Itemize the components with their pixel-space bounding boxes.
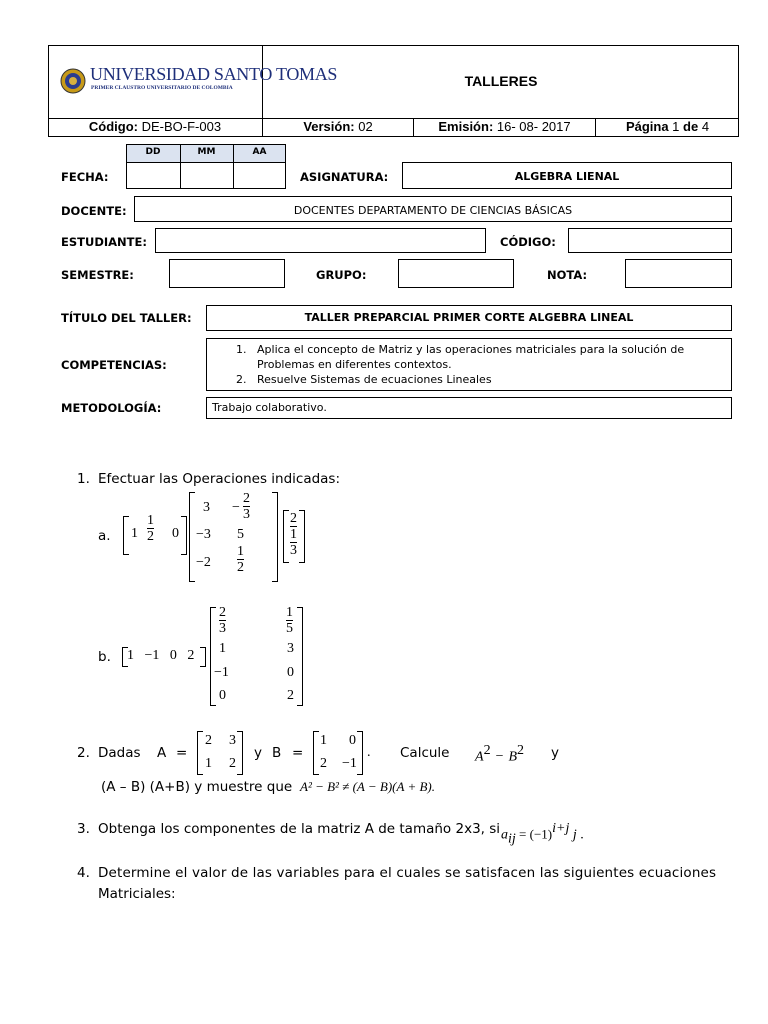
emision-value: 16- 08- 2017 (493, 119, 571, 134)
a-mat-22: 5 (237, 527, 244, 542)
calc-a: A (475, 749, 484, 765)
logo-subtitle: PRIMER CLAUSTRO UNIVERSITARIO DE COLOMBIA (91, 85, 233, 91)
exercise-3-text: Obtenga los componentes de la matriz A de tamaño 2x3, si (98, 821, 501, 837)
codigo-student-label: CÓDIGO: (500, 235, 556, 249)
pagina-label: Página (625, 119, 669, 134)
matrix-bracket (357, 731, 363, 775)
b-mat-41: 0 (219, 688, 226, 703)
grupo-label: GRUPO: (316, 268, 367, 282)
logo-text: UNIVERSIDAD SANTO TOMAS (90, 64, 338, 84)
competencia-2: Resuelve Sistemas de ecuaciones Lineales (257, 373, 492, 386)
asignatura-value: ALGEBRA LIENAL (514, 170, 620, 183)
emision-label: Emisión: (438, 119, 494, 134)
exercise-4-line1: Determine el valor de las variables para el cuales se satisfacen las siguientes ecuaciones (98, 865, 717, 881)
matrix-bracket (189, 492, 195, 582)
pagina-de: de (683, 119, 699, 134)
exercise-2-y: y (254, 745, 262, 761)
A-11: 2 (205, 733, 212, 748)
frac-mid: 1 (290, 527, 297, 542)
version-value: 02 (354, 119, 373, 134)
b-mat-22: 3 (287, 641, 294, 656)
pagina-num: 1 (668, 119, 684, 134)
frac-den: 3 (243, 507, 250, 522)
calc-a-sq: 2 (483, 743, 491, 758)
date-value-row[interactable] (126, 162, 286, 189)
emision-cell (414, 119, 595, 134)
aij-sub: ij (508, 831, 516, 847)
version-cell (263, 119, 413, 134)
a-row-half (147, 513, 154, 544)
b-mat-31: −1 (214, 665, 229, 680)
titulo-value: TALLER PREPARCIAL PRIMER CORTE ALGEBRA LINEAL (304, 311, 634, 324)
b-mat-32: 0 (287, 665, 294, 680)
matrix-bracket (200, 647, 206, 667)
codigo-field[interactable] (568, 228, 732, 253)
matrix-bracket (272, 492, 278, 582)
B-12: 0 (349, 733, 356, 748)
A-21: 1 (205, 756, 212, 771)
frac-num: 2 (219, 605, 226, 620)
matrix-bracket (210, 607, 216, 706)
b-mat-21: 1 (219, 641, 226, 656)
a-mat-21: −3 (196, 527, 211, 542)
matrix-bracket (237, 731, 243, 775)
matrix-bracket (313, 731, 319, 775)
competencia-1-line1: Aplica el concepto de Matriz y las operaciones matriciales para la solución de (257, 343, 685, 356)
A-22: 2 (229, 756, 236, 771)
aij-j: j (569, 827, 577, 843)
version-label: Versión: (303, 119, 355, 134)
matrix-bracket (181, 516, 187, 555)
calc-minus: − (495, 749, 504, 765)
frac-num: 1 (147, 513, 154, 528)
a-row-1: 1 (131, 526, 138, 541)
estudiante-label: ESTUDIANTE: (61, 235, 147, 249)
fecha-label: FECHA: (61, 170, 109, 184)
nota-field[interactable] (625, 259, 732, 288)
frac-num: 1 (286, 605, 293, 620)
semestre-field[interactable] (169, 259, 285, 288)
document-title: TALLERES (464, 73, 538, 89)
B-21: 2 (320, 756, 327, 771)
exercise-2-calcule: Calcule (400, 745, 450, 761)
aij-rhs: = (−1) (515, 826, 553, 842)
aij-a: a (501, 827, 508, 843)
exercise-2-line2: (A – B) (A+B) y muestre que (101, 779, 293, 795)
pagina-total: 4 (698, 119, 710, 134)
exercise-2-eq-a: = (176, 745, 188, 761)
a-row-0: 0 (172, 526, 179, 541)
matrix-bracket (283, 510, 289, 563)
calc-b: B (508, 749, 518, 765)
exercise-1b-label: b. (98, 649, 111, 665)
frac-num: 2 (243, 491, 250, 506)
B-22: −1 (342, 756, 357, 771)
a-mat-32 (237, 544, 244, 575)
nota-label: NOTA: (547, 268, 588, 282)
B-11: 1 (320, 733, 327, 748)
codigo-label: Código: (88, 119, 138, 134)
b-mat-42: 2 (287, 688, 294, 703)
matrix-bracket (297, 607, 303, 706)
calc-expression (475, 743, 524, 765)
A-12: 3 (229, 733, 236, 748)
competencias-label: COMPETENCIAS: (61, 358, 167, 372)
a-mat-31: −2 (196, 555, 211, 570)
frac-num: 1 (237, 544, 244, 559)
metodologia-label: METODOLOGÍA: (61, 401, 162, 415)
competencia-2-num: 2. (236, 373, 247, 386)
dd-label: DD (145, 147, 161, 157)
aa-label: AA (252, 147, 267, 157)
semestre-label: SEMESTRE: (61, 268, 134, 282)
frac-den: 2 (147, 529, 154, 544)
frac-num: 2 (290, 511, 297, 526)
exercise-4-num: 4. (77, 865, 90, 881)
pagina-cell (596, 119, 739, 134)
a-mat-minus: − (232, 500, 240, 515)
competencia-1-num: 1. (236, 343, 247, 356)
frac-den: 2 (237, 560, 244, 575)
calc-b-sq: 2 (517, 743, 525, 758)
frac-den: 3 (219, 621, 226, 636)
aij-exp: i+j (552, 821, 570, 836)
a-mat-12 (243, 491, 250, 522)
university-logo (60, 64, 338, 100)
frac-den: 5 (286, 621, 293, 636)
a-col (290, 511, 297, 558)
mm-label: MM (197, 147, 216, 157)
matrix-bracket (197, 731, 203, 775)
exercise-1-num: 1. (77, 471, 90, 487)
exercise-1a-label: a. (98, 528, 111, 544)
asignatura-label: ASIGNATURA: (300, 170, 389, 184)
b-mat-11 (219, 605, 226, 636)
B-period: . (367, 745, 371, 760)
exercise-2-B: B (272, 745, 282, 761)
grupo-field[interactable] (398, 259, 514, 288)
metodologia-value: Trabajo colaborativo. (212, 401, 327, 414)
matrix-bracket (123, 516, 129, 555)
exercise-2-A: A (157, 745, 167, 761)
codigo-cell (48, 119, 262, 134)
docente-label: DOCENTE: (61, 204, 127, 218)
exercise-2-y2: y (551, 745, 559, 761)
a-mat-11: 3 (203, 500, 210, 515)
exercise-1-text: Efectuar las Operaciones indicadas: (98, 471, 341, 487)
titulo-label: TÍTULO DEL TALLER: (61, 311, 192, 325)
exercise-3-num: 3. (77, 821, 90, 837)
competencia-1-line2: Problemas en diferentes contextos. (257, 358, 452, 371)
exercise-2-dadas: Dadas (98, 745, 141, 761)
estudiante-field[interactable] (155, 228, 486, 253)
docente-value: DOCENTES DEPARTAMENTO DE CIENCIAS BÁSICAS (293, 204, 573, 217)
b-row: 1 −1 0 2 (127, 648, 195, 663)
university-seal-icon (60, 68, 86, 94)
b-mat-12 (286, 605, 293, 636)
aij-expression (501, 821, 584, 848)
exercise-2-eq-b: = (292, 745, 304, 761)
exercise-4-line2: Matriciales: (98, 886, 176, 902)
matrix-bracket (299, 510, 305, 563)
codigo-value: DE-BO-F-003 (138, 119, 222, 134)
aij-end: . (576, 827, 584, 843)
frac-den: 3 (290, 543, 297, 558)
inequality-expression: A² − B² ≠ (A − B)(A + B). (300, 779, 435, 794)
exercise-2-num: 2. (77, 745, 90, 761)
